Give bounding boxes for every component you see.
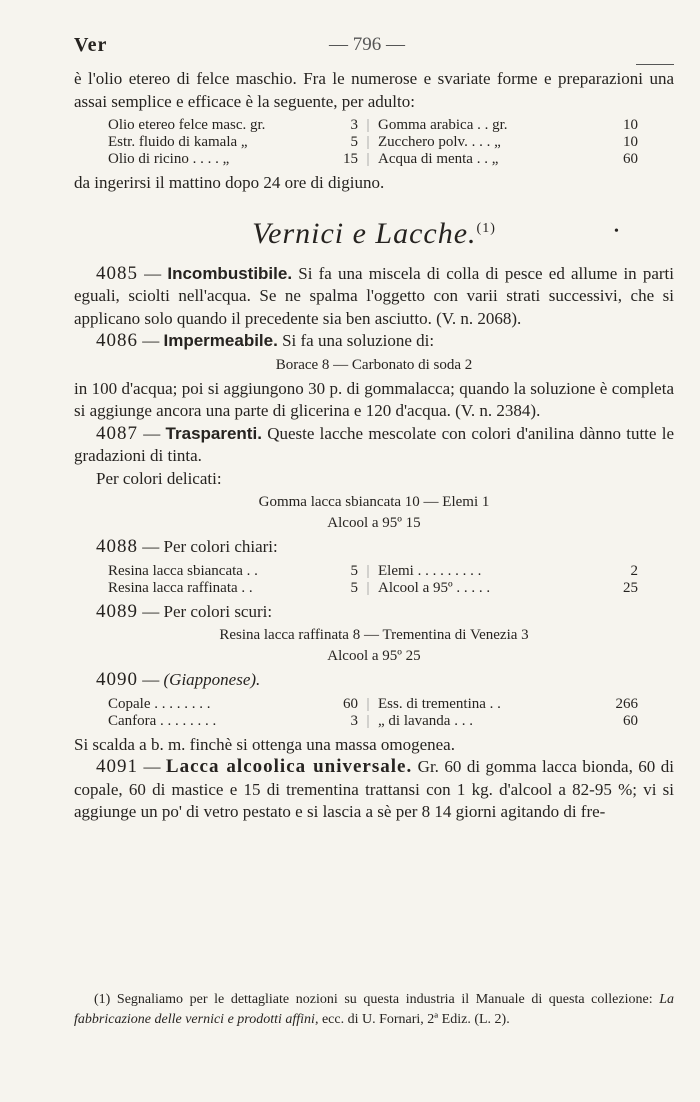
footnote-text: (1) Segnaliamo per le dettagliate nozioni su questa industria il Manuale di questa collezione: [94, 992, 660, 1007]
ingredient-right-name: „ di lavanda . . . [378, 712, 473, 729]
entry-4089 [74, 601, 674, 624]
section-heading [74, 217, 674, 251]
recipe-row [108, 713, 638, 730]
ingredient-left [108, 117, 358, 134]
entry-text: Si fa una miscela di colla di pesce ed allume in parti eguali, sciolti nell'acqua. Se ne spalma l'oggetto con varii strati successivi, che si applicano solo quando il precedente sia ben asciutto. (V. n. 2068). [74, 263, 675, 328]
ingredient-left [108, 151, 358, 168]
entry-4086 [74, 330, 674, 353]
ingredient-left-amount: 5 [350, 134, 358, 150]
entry-text: Gr. 60 di gomma lacca bionda, 60 di copale, 60 di mastice e 15 di trementina trattansi con 1 kg. d'alcool a 82-95 %; vi si aggiunge un po' di vetro pestato e si lascia a sè per 8 14 giorni agitando di fre- [74, 757, 674, 821]
recipe-row [108, 117, 638, 134]
ingredient-right [378, 151, 638, 168]
recipe-row [108, 580, 638, 597]
ingredient-left-name: Resina lacca sbiancata . . [108, 562, 258, 579]
entry-title: (Giapponese). [163, 670, 261, 689]
entry-dash: — [138, 601, 164, 621]
ingredient-left-amount: 15 [343, 151, 358, 167]
entry-continuation: in 100 d'acqua; poi si aggiungono 30 p. di gommalacca; quando la soluzione è completa si aggiunge ancora una parte di glicerina e 120 d'acqua. (V. n. 2384). [74, 378, 674, 420]
ingredient-right-name: Zucchero polv. . . . „ [378, 134, 501, 150]
ingredient-right [378, 134, 638, 151]
ingredient-right [378, 117, 638, 134]
running-head [74, 34, 674, 68]
ingredient-right-name: Elemi . . . . . . . . . [378, 562, 482, 579]
ingredient-left [108, 696, 358, 713]
ingredient-right-amount: 60 [623, 712, 638, 729]
ingredient-right [378, 580, 638, 597]
recipe-row [108, 563, 638, 580]
entry-dash: — [138, 263, 168, 283]
ingredient-right-amount: 25 [623, 579, 638, 596]
ingredient-right-amount: 10 [623, 117, 638, 133]
entry-text: Si fa una soluzione di: [277, 331, 435, 350]
ingredient-left [108, 563, 358, 580]
entry-4088 [74, 536, 674, 559]
entry-text: Si scalda a b. m. finchè si ottenga una massa omogenea. [74, 734, 455, 754]
entry-title: Per colori scuri: [163, 601, 273, 621]
footnote-book-title: La fabbricazione delle vernici e prodotti affini [74, 992, 674, 1027]
recipe-row [108, 134, 638, 151]
recipe-table-4090 [108, 696, 638, 730]
entry-subheading: Per colori delicati: [96, 468, 222, 488]
recipe-row [108, 151, 638, 168]
ingredient-right-amount: 10 [623, 134, 638, 150]
page [74, 34, 674, 824]
footnote-ref: (1) [476, 220, 496, 236]
ingredient-right [378, 713, 638, 730]
formula: Resina lacca raffinata 8 — Trementina di Venezia 3 [219, 627, 529, 643]
ingredient-left-name: Canfora . . . . . . . . [108, 712, 217, 729]
ingredient-right [378, 563, 638, 580]
footnote-text-end: , ecc. di U. Fornari, 2ª Ediz. (L. 2). [314, 1012, 510, 1027]
section-title: Vernici e Lacche. [252, 216, 477, 250]
entry-number: 4085 [96, 262, 138, 284]
ingredient-right [378, 696, 638, 713]
entry-dash: — [138, 757, 166, 776]
entry-title: Lacca alcoolica universale. [165, 756, 413, 777]
column-divider: | [366, 695, 370, 712]
formula: Gomma lacca sbiancata 10 — Elemi 1 [258, 494, 490, 510]
entry-number: 4091 [96, 756, 138, 777]
ingredient-left [108, 580, 358, 597]
intro-recipe-table [108, 117, 638, 168]
entry-dash: — [138, 537, 164, 556]
ingredient-left-amount: 3 [350, 712, 358, 729]
column-divider: | [366, 579, 370, 596]
ingredient-right-name: Ess. di trementina . . [378, 695, 501, 712]
formula: Alcool a 95º 25 [327, 648, 421, 664]
entry-number: 4086 [96, 330, 138, 351]
column-divider: | [366, 562, 370, 579]
entry-4085 [74, 263, 674, 331]
ingredient-right-name: Alcool a 95º . . . . . [378, 579, 491, 596]
ingredient-right-name: Gomma arabica . . gr. [378, 117, 508, 133]
formula: Alcool a 95º 15 [327, 515, 421, 531]
ingredient-left-name: Resina lacca raffinata . . [108, 579, 253, 596]
entry-4087 [74, 423, 674, 468]
intro-closing: da ingerirsi il mattino dopo 24 ore di digiuno. [74, 173, 385, 192]
recipe-table-4088 [108, 563, 638, 597]
margin-mark: • [614, 224, 619, 239]
column-divider: | [366, 712, 370, 729]
entry-dash: — [138, 670, 164, 689]
ingredient-left-name: Olio di ricino . . . . „ [108, 151, 230, 167]
entry-title: Per colori chiari: [163, 537, 278, 556]
entry-text: Queste lacche mescolate con colori d'anilina dànno tutte le gradazioni di tinta. [74, 423, 674, 465]
entry-title: Incombustibile. [167, 263, 293, 283]
page-number: — 796 — [329, 34, 405, 55]
entry-number: 4088 [96, 536, 138, 557]
entry-number: 4087 [96, 422, 138, 444]
ingredient-left-name: Copale . . . . . . . . [108, 695, 211, 712]
running-head-title: Ver [74, 34, 108, 56]
column-divider: | [366, 117, 370, 133]
entry-dash: — [138, 331, 164, 350]
ingredient-left-amount: 60 [343, 695, 358, 712]
ingredient-right-name: Acqua di menta . . „ [378, 151, 499, 167]
column-divider: | [366, 134, 370, 150]
ingredient-left-amount: 5 [350, 562, 358, 579]
ingredient-left-amount: 5 [350, 579, 358, 596]
ingredient-left-amount: 3 [350, 117, 358, 133]
ingredient-right-amount: 2 [630, 562, 638, 579]
ingredient-right-amount: 60 [623, 151, 638, 167]
ingredient-left [108, 134, 358, 151]
recipe-row [108, 696, 638, 713]
entry-4091 [74, 756, 674, 824]
column-divider: | [366, 151, 370, 167]
entry-dash: — [138, 423, 166, 443]
entry-number: 4089 [96, 600, 138, 622]
header-rule [636, 64, 674, 65]
ingredient-right-amount: 266 [615, 695, 638, 712]
entry-title: Trasparenti. [165, 423, 262, 443]
formula: Borace 8 — Carbonato di soda 2 [275, 356, 473, 373]
entry-number: 4090 [96, 669, 138, 690]
footnote [74, 990, 674, 1030]
entry-4090 [74, 669, 674, 692]
ingredient-left-name: Estr. fluido di kamala „ [108, 134, 248, 150]
intro-paragraph: è l'olio etereo di felce maschio. Fra le numerose e svariate forme e preparazioni una assai semplice e efficace è la seguente, per adulto: [74, 69, 674, 111]
ingredient-left [108, 713, 358, 730]
entry-title: Impermeabile. [163, 331, 278, 350]
ingredient-left-name: Olio etereo felce masc. gr. [108, 117, 266, 133]
